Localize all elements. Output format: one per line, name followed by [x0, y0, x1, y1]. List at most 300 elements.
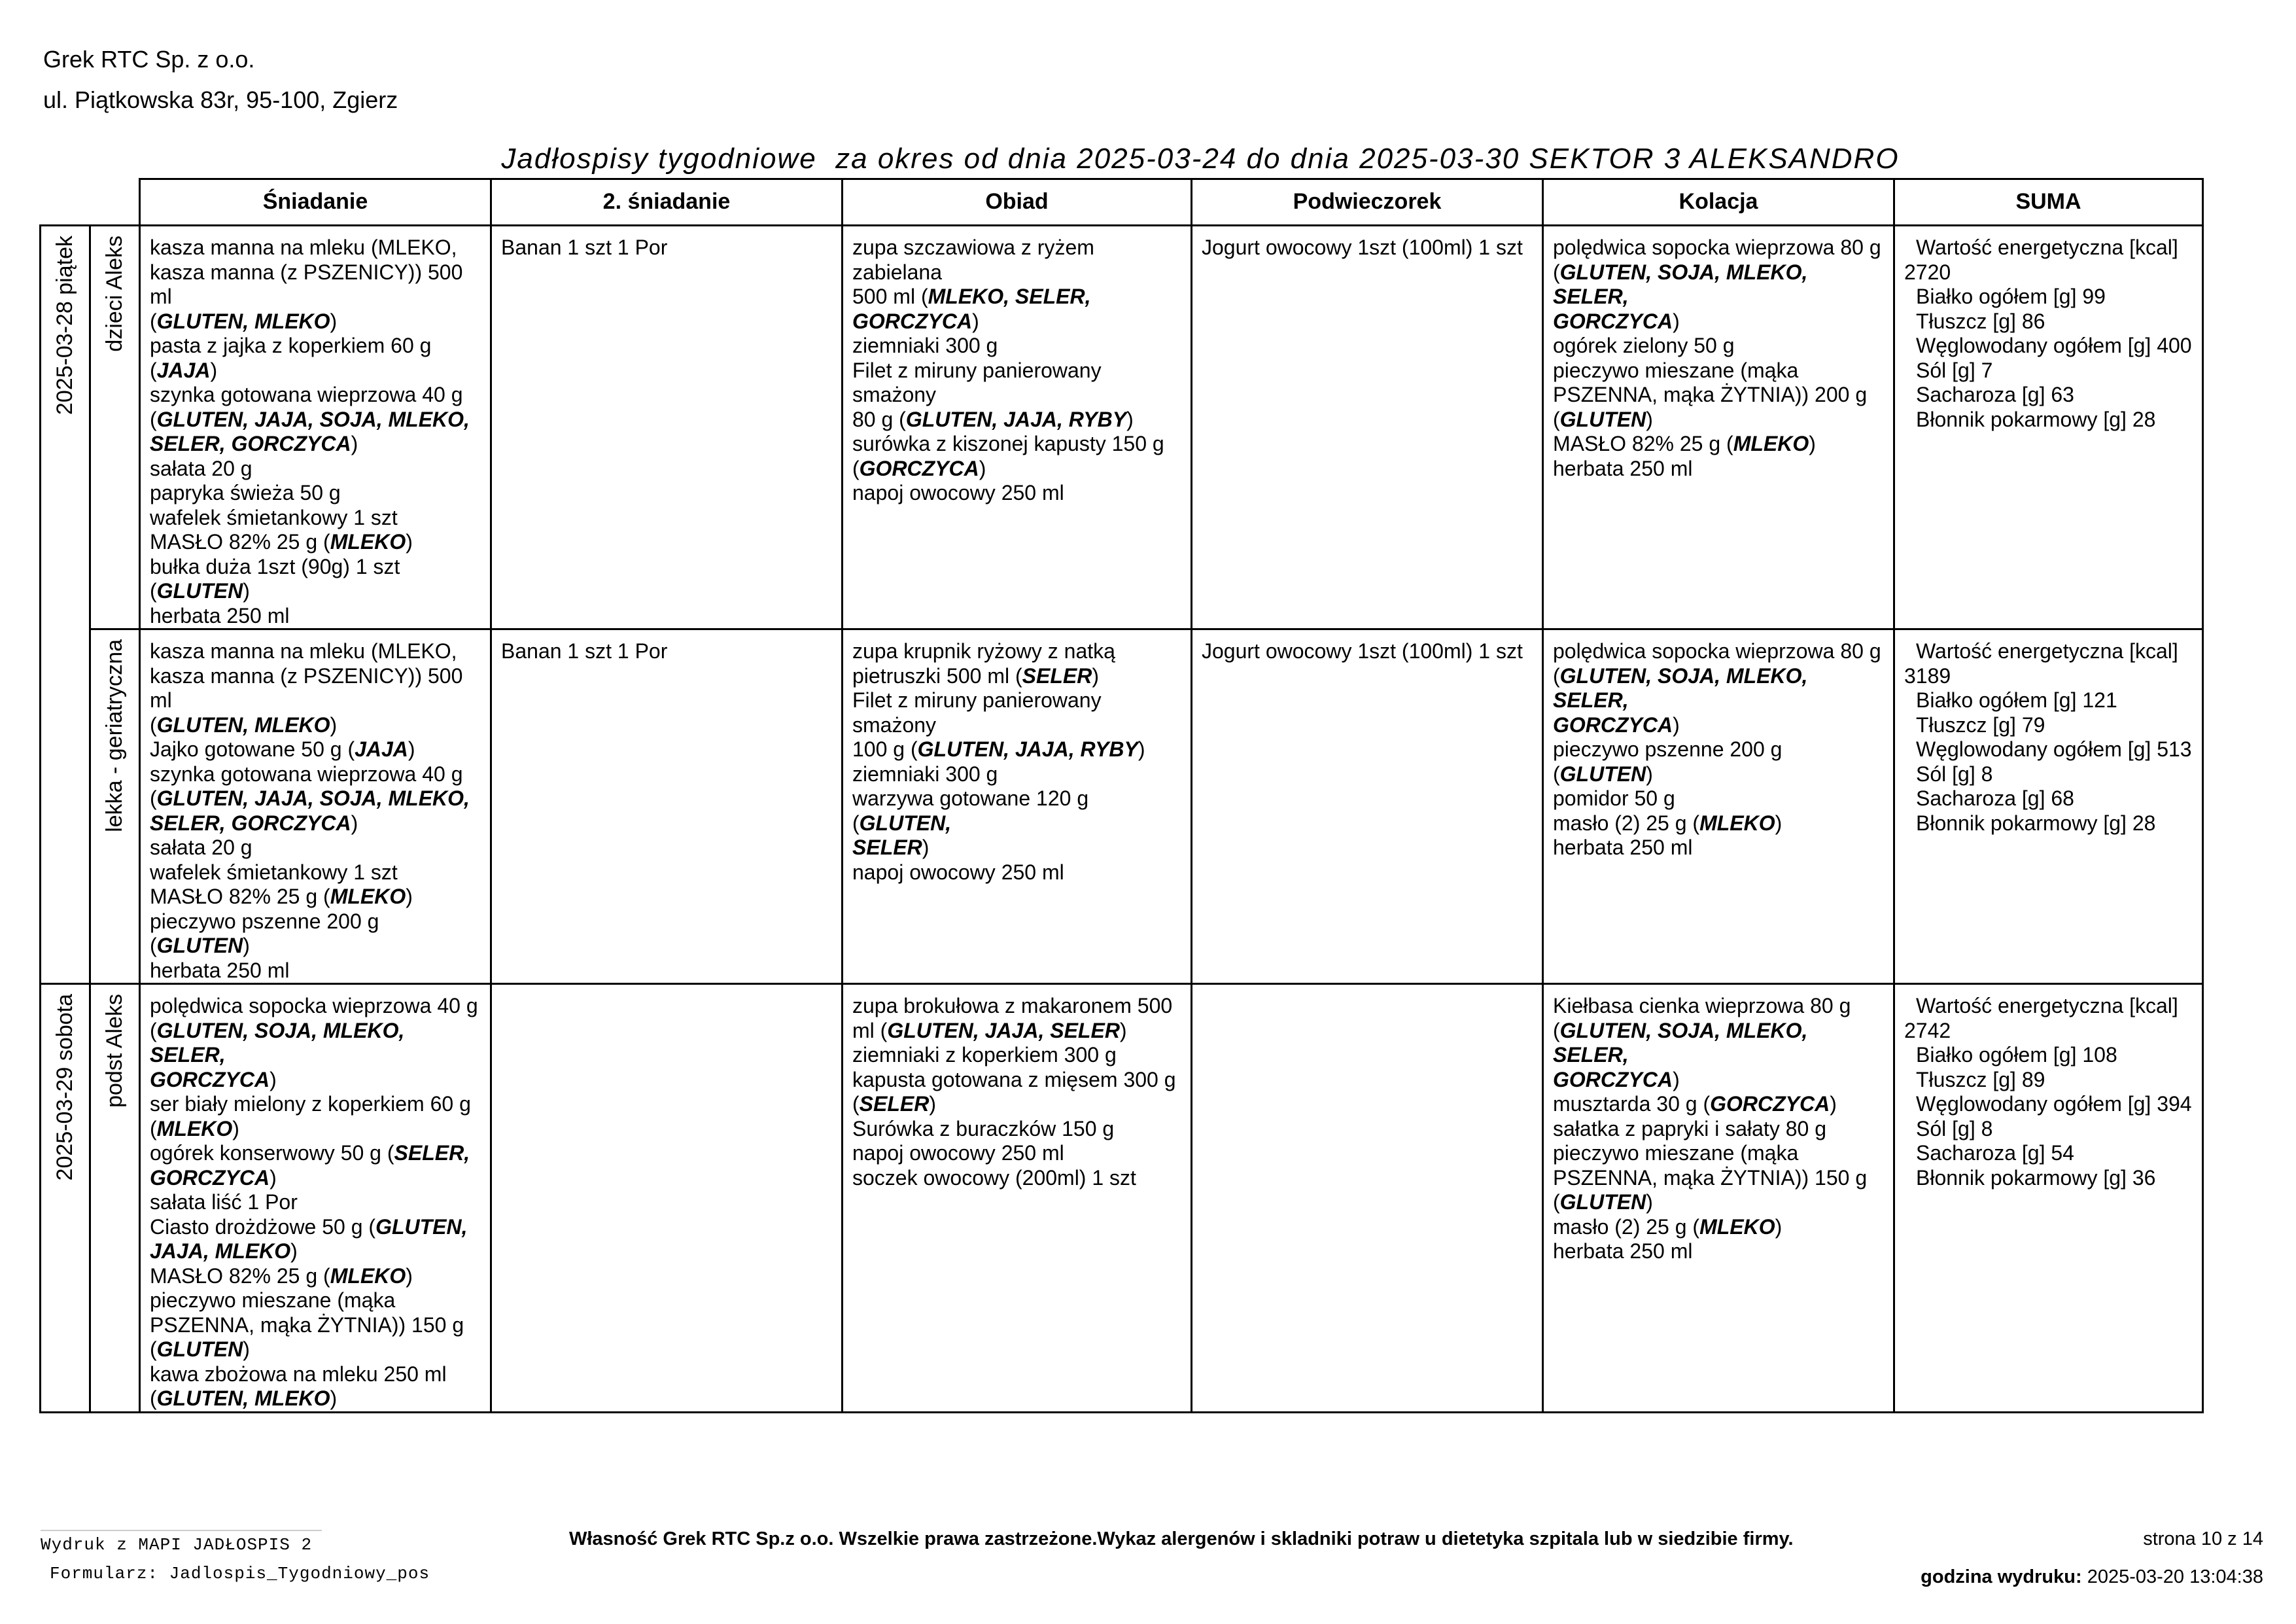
item-text: herbata 250 ml — [150, 958, 290, 982]
item-text: ) — [1809, 432, 1816, 455]
item-text: ( — [852, 1092, 860, 1116]
item-text: papryka świeża 50 g — [150, 481, 341, 504]
meal-sniadanie — [140, 226, 491, 629]
menu-item-line — [852, 786, 1181, 836]
page-title: Jadłospisy tygodniowe za okres od dnia 2025-03-24 do dnia 2025-03-30 SEKTOR 3 ALEKSANDRO — [501, 143, 1900, 175]
item-text: wafelek śmietankowy 1 szt — [150, 505, 398, 529]
menu-item-line — [150, 555, 481, 580]
menu-item-line — [1202, 639, 1533, 664]
item-text: polędwica sopocka wieprzowa 40 g — [150, 994, 478, 1017]
item-text: ) — [1119, 1018, 1127, 1042]
item-text: ) — [972, 309, 979, 333]
item-text: ( — [150, 1337, 157, 1361]
menu-item-line — [150, 1166, 481, 1191]
menu-item-line — [150, 236, 481, 260]
item-text: MASŁO 82% 25 g ( — [150, 885, 330, 908]
allergen-text: GLUTEN, JAJA, RYBY — [917, 737, 1138, 761]
allergen-text: GORCZYCA — [1553, 309, 1673, 333]
diet-label: lekka - geriatryczna — [101, 639, 127, 832]
menu-item-line — [852, 994, 1181, 1019]
item-text: sałatka z papryki i sałaty 80 g — [1553, 1116, 1826, 1140]
menu-item-line — [150, 579, 481, 604]
item-text: ) — [290, 1239, 298, 1263]
menu-item-line — [1553, 1215, 1884, 1240]
item-text: MASŁO 82% 25 g ( — [1553, 432, 1733, 455]
menu-item-line — [150, 1362, 481, 1387]
nutrient-line: Błonnik pokarmowy [g] 28 — [1916, 407, 2156, 431]
allergen-text: SELER — [852, 836, 922, 859]
menu-item-line — [150, 1239, 481, 1264]
allergen-text: MLEKO — [330, 885, 406, 908]
allergen-text: MLEKO, SELER, — [928, 285, 1091, 308]
allergen-text: GORCZYCA — [859, 456, 979, 480]
item-text: ) — [929, 1092, 936, 1116]
menu-table — [39, 178, 2204, 1413]
menu-item-line — [852, 1043, 1181, 1068]
item-text: zupa brokułowa z makaronem 500 — [852, 994, 1173, 1017]
allergen-text: GLUTEN — [156, 1337, 243, 1361]
meal-sniadanie — [140, 984, 491, 1413]
item-text: kawa zbożowa na mleku 250 ml — [150, 1362, 447, 1386]
item-text: ) — [1138, 737, 1145, 761]
menu-item-line — [501, 639, 832, 664]
menu-item-line — [150, 786, 481, 811]
column-header: Kolacja — [1543, 179, 1894, 226]
item-text: ( — [852, 456, 860, 480]
menu-item-line — [852, 1141, 1181, 1166]
allergen-text: GLUTEN, — [375, 1214, 468, 1239]
column-header: Obiad — [843, 179, 1192, 226]
item-text: surówka z kiszonej kapusty 150 g — [852, 432, 1164, 455]
allergen-text: GLUTEN, JAJA, SELER — [887, 1018, 1120, 1042]
item-text: ) — [979, 456, 986, 480]
allergen-text: GORCZYCA — [150, 1067, 270, 1091]
day-label: 2025-03-28 piątek — [52, 236, 77, 415]
item-text: pietruszki 500 ml ( — [852, 663, 1022, 688]
item-text: kasza manna na mleku (MLEKO, — [150, 236, 457, 259]
nutrient-line: Błonnik pokarmowy [g] 28 — [1916, 811, 2156, 835]
allergen-text: MLEKO — [156, 1116, 233, 1140]
energy-value: 2742 — [1904, 1018, 1951, 1042]
item-text: ) — [1775, 1214, 1783, 1239]
meal-podwieczorek — [1192, 226, 1543, 629]
item-text: ( — [1553, 1018, 1560, 1042]
item-text: 100 g ( — [852, 737, 918, 761]
print-time — [1921, 1566, 2263, 1588]
item-text: warzywa gotowane 120 g ( — [852, 786, 1089, 835]
nutrient-line: Tłuszcz [g] 79 — [1916, 713, 2045, 737]
item-text: ) — [1830, 1092, 1837, 1116]
menu-item-line — [150, 1337, 481, 1362]
print-source: Wydruk z MAPI JADŁOSPIS 2 — [41, 1530, 322, 1555]
item-text: ziemniaki 300 g — [852, 762, 998, 786]
item-text: musztarda 30 g ( — [1553, 1092, 1711, 1116]
allergen-text: GLUTEN, SOJA, MLEKO, SELER, — [1553, 1018, 1808, 1067]
blank-corner — [41, 179, 90, 226]
allergen-text: GLUTEN — [1559, 1190, 1646, 1214]
menu-item-line — [852, 236, 1181, 285]
item-text: ( — [150, 309, 157, 333]
item-text: ) — [922, 836, 930, 859]
menu-item-line — [150, 1141, 481, 1166]
item-text: pieczywo pszenne 200 g ( — [1553, 737, 1783, 786]
menu-item-line — [1553, 359, 1884, 383]
menu-item-line — [1553, 334, 1884, 359]
allergen-text: GORCZYCA — [1553, 713, 1673, 737]
item-text: PSZENNA, mąka ŻYTNIA)) 200 g — [1553, 383, 1868, 406]
menu-item-line — [1553, 1019, 1884, 1068]
item-text: ziemniaki z koperkiem 300 g — [852, 1043, 1117, 1067]
menu-item-line — [1553, 1068, 1884, 1093]
nutrient-line: Sacharoza [g] 63 — [1916, 383, 2074, 406]
menu-item-line — [852, 408, 1181, 432]
nutrient-line: Węglowodany ogółem [g] 394 — [1916, 1092, 2192, 1116]
allergen-text: MLEKO — [1733, 432, 1809, 455]
column-header: SUMA — [1894, 179, 2203, 226]
item-text: Jajko gotowane 50 g ( — [150, 737, 355, 761]
menu-item-line — [1553, 1166, 1884, 1191]
day-label: 2025-03-29 sobota — [52, 994, 77, 1181]
item-text: zupa krupnik ryżowy z natką — [852, 639, 1115, 663]
item-text: ) — [1646, 762, 1653, 786]
menu-item-line — [150, 309, 481, 334]
item-text: masło (2) 25 g ( — [1553, 811, 1700, 835]
allergen-text: JAJA — [355, 737, 408, 761]
item-text: ) — [270, 1067, 277, 1091]
item-text: ) — [243, 934, 250, 957]
nutrition-summary — [1894, 629, 2203, 984]
menu-item-line — [150, 959, 481, 983]
item-text: ml ( — [852, 1018, 888, 1042]
item-text: pieczywo mieszane (mąka — [1553, 358, 1799, 382]
item-text: PSZENNA, mąka ŻYTNIA)) 150 g — [1553, 1165, 1868, 1190]
allergen-text: GLUTEN, SOJA, MLEKO, SELER, — [150, 1018, 405, 1067]
menu-item-line — [150, 604, 481, 629]
allergen-text: SELER — [1022, 663, 1092, 688]
menu-item-line — [150, 506, 481, 531]
menu-item-line — [1553, 457, 1884, 482]
menu-item-line — [1553, 1117, 1884, 1142]
allergen-text: GLUTEN, SOJA, MLEKO, SELER, — [1553, 663, 1808, 712]
menu-item-line — [852, 309, 1181, 334]
menu-item-line — [150, 1215, 481, 1240]
item-text: MASŁO 82% 25 g ( — [150, 1263, 330, 1288]
item-text: Filet z miruny panierowany smażony — [852, 688, 1102, 737]
item-text: ( — [150, 713, 157, 737]
energy-label: Wartość energetyczna [kcal] — [1916, 639, 2178, 663]
nutrient-line: Sól [g] 7 — [1916, 358, 1993, 382]
nutrition-summary — [1894, 226, 2203, 629]
item-text: sałata liść 1 Por — [150, 1190, 298, 1214]
menu-item-line — [852, 1068, 1181, 1093]
allergen-text: GLUTEN, JAJA, SOJA, MLEKO, — [156, 786, 470, 810]
item-text: ) — [1673, 713, 1680, 737]
menu-item-line — [1553, 1092, 1884, 1117]
menu-item-line — [150, 713, 481, 738]
item-text: sałata 20 g — [150, 836, 252, 859]
item-text: sałata 20 g — [150, 456, 252, 480]
item-text: bułka duża 1szt (90g) 1 szt — [150, 554, 400, 578]
item-text: ) — [232, 1116, 239, 1140]
item-text: ) — [1673, 1067, 1680, 1091]
allergen-text: GLUTEN — [1559, 407, 1646, 431]
meal-podwieczorek — [1192, 984, 1543, 1413]
page-number: strona 10 z 14 — [2143, 1528, 2263, 1549]
menu-item-line — [150, 885, 481, 909]
item-text: szynka gotowana wieprzowa 40 g — [150, 762, 463, 786]
menu-item-line — [1553, 236, 1884, 260]
nutrient-line: Sacharoza [g] 68 — [1916, 786, 2074, 810]
menu-item-line — [852, 1092, 1181, 1117]
item-text: wafelek śmietankowy 1 szt — [150, 860, 398, 884]
item-text: Banan 1 szt 1 Por — [501, 639, 668, 663]
allergen-text: GLUTEN, — [859, 811, 952, 835]
item-text: ( — [150, 1018, 157, 1042]
menu-item-line — [150, 359, 481, 383]
menu-item-line — [852, 432, 1181, 457]
item-text: ( — [150, 786, 157, 810]
menu-item-line — [150, 664, 481, 713]
print-time-value: 2025-03-20 13:04:38 — [2087, 1566, 2263, 1587]
menu-item-line — [1553, 1190, 1884, 1215]
diet-cell — [90, 226, 140, 629]
item-text: Surówka z buraczków 150 g — [852, 1116, 1115, 1140]
meal-obiad — [843, 984, 1192, 1413]
menu-item-line — [150, 762, 481, 787]
menu-item-line — [1553, 811, 1884, 836]
nutrient-line: Sacharoza [g] 54 — [1916, 1141, 2074, 1165]
meal-kolacja — [1543, 984, 1894, 1413]
item-text: kasza manna (z PSZENICY)) 500 ml — [150, 663, 463, 712]
menu-item-line — [852, 1117, 1181, 1142]
allergen-text: GLUTEN, MLEKO — [156, 309, 330, 333]
ownership-note: Własność Grek RTC Sp.z o.o. Wszelkie prawa zastrzeżone.Wykaz alergenów i skladniki potraw u dietetyka szpitala lub w siedzibie firmy. — [569, 1528, 1794, 1549]
item-text: kasza manna (z PSZENICY)) 500 ml — [150, 260, 463, 308]
item-text: ) — [243, 1337, 250, 1361]
nutrition-summary — [1894, 984, 2203, 1413]
item-text: pasta z jajka z koperkiem 60 g — [150, 334, 432, 357]
menu-item-line — [1553, 664, 1884, 713]
item-text: ( — [150, 407, 157, 431]
menu-item-line — [1553, 383, 1884, 408]
menu-item-line — [852, 1166, 1181, 1191]
nutrient-line: Białko ogółem [g] 121 — [1916, 688, 2117, 712]
menu-item-line — [150, 1386, 481, 1411]
item-text: ) — [406, 530, 413, 554]
menu-item-line — [150, 1288, 481, 1313]
diet-cell — [90, 984, 140, 1413]
menu-item-line — [1553, 1141, 1884, 1166]
nutrient-line: Tłuszcz [g] 89 — [1916, 1067, 2045, 1091]
item-text: pieczywo pszenne 200 g ( — [150, 909, 379, 957]
item-text: ogórek konserwowy 50 g ( — [150, 1141, 394, 1165]
item-text: ) — [1092, 663, 1099, 688]
meal-sniadanie2 — [491, 984, 843, 1413]
menu-item-line — [150, 1190, 481, 1215]
menu-item-line — [150, 408, 481, 432]
print-time-label: godzina wydruku: — [1921, 1566, 2082, 1587]
item-text: herbata 250 ml — [150, 603, 290, 627]
menu-item-line — [150, 1068, 481, 1093]
meal-kolacja — [1543, 629, 1894, 984]
allergen-text: GORCZYCA — [150, 1165, 270, 1190]
item-text: 80 g ( — [852, 407, 906, 431]
item-text: ogórek zielony 50 g — [1553, 334, 1735, 357]
menu-item-line — [150, 811, 481, 836]
item-text: zupa szczawiowa z ryżem zabielana — [852, 236, 1094, 284]
allergen-text: GORCZYCA — [852, 309, 973, 333]
menu-item-line — [501, 236, 832, 260]
menu-item-line — [852, 334, 1181, 359]
allergen-text: SELER, GORCZYCA — [150, 811, 351, 835]
menu-item-line — [852, 359, 1181, 408]
nutrient-line: Węglowodany ogółem [g] 513 — [1916, 737, 2192, 761]
menu-item-line — [852, 457, 1181, 482]
item-text: ) — [330, 1386, 338, 1410]
item-text: ) — [243, 579, 250, 603]
menu-item-line — [852, 688, 1181, 737]
menu-item-line — [1553, 639, 1884, 664]
allergen-text: MLEKO — [330, 530, 406, 554]
allergen-text: MLEKO — [1699, 811, 1775, 835]
allergen-text: GLUTEN — [156, 579, 243, 603]
allergen-text: MLEKO — [330, 1263, 406, 1288]
menu-item-line — [150, 260, 481, 309]
diet-label: podst Aleks — [101, 994, 127, 1108]
menu-item-line — [852, 1019, 1181, 1044]
item-text: napoj owocowy 250 ml — [852, 481, 1064, 504]
menu-item-line — [150, 383, 481, 408]
menu-item-line — [852, 639, 1181, 664]
allergen-text: GLUTEN, JAJA, SOJA, MLEKO, — [156, 407, 470, 431]
menu-item-line — [852, 737, 1181, 762]
menu-item-line — [1553, 1239, 1884, 1264]
meal-sniadanie2 — [491, 226, 843, 629]
nutrient-line: Białko ogółem [g] 99 — [1916, 285, 2106, 308]
diet-label: dzieci Aleks — [101, 236, 127, 352]
menu-item-line — [150, 909, 481, 959]
item-text: ) — [1126, 407, 1134, 431]
menu-item-line — [150, 1264, 481, 1289]
company-name: Grek RTC Sp. z o.o. — [43, 46, 255, 73]
item-text: napoj owocowy 250 ml — [852, 860, 1064, 884]
item-text: ) — [408, 737, 415, 761]
item-text: ziemniaki 300 g — [852, 334, 998, 357]
item-text: ser biały mielony z koperkiem 60 g — [150, 1092, 471, 1116]
item-text: ) — [210, 358, 218, 382]
menu-item-line — [1553, 786, 1884, 811]
allergen-text: GLUTEN — [1559, 762, 1646, 786]
allergen-text: GLUTEN, SOJA, MLEKO, SELER, — [1553, 260, 1808, 308]
item-text: ( — [150, 579, 157, 603]
allergen-text: MLEKO — [1699, 1214, 1775, 1239]
allergen-text: GORCZYCA — [1553, 1067, 1673, 1091]
company-address: ul. Piątkowska 83r, 95-100, Zgierz — [43, 86, 398, 113]
meal-obiad — [843, 226, 1192, 629]
menu-item-line — [852, 481, 1181, 506]
item-text: Ciasto drożdżowe 50 g ( — [150, 1214, 376, 1239]
blank-corner — [90, 179, 140, 226]
date-cell — [41, 984, 90, 1413]
menu-item-line — [150, 860, 481, 885]
menu-item-line — [1553, 309, 1884, 334]
item-text: ( — [1553, 260, 1560, 284]
meal-kolacja — [1543, 226, 1894, 629]
item-text: ) — [1775, 811, 1783, 835]
nutrient-line: Sól [g] 8 — [1916, 1116, 1993, 1140]
allergen-text: JAJA — [156, 358, 211, 382]
item-text: herbata 250 ml — [1553, 836, 1693, 859]
item-text: PSZENNA, mąka ŻYTNIA)) 150 g — [150, 1313, 464, 1337]
header-row — [41, 179, 2203, 226]
item-text: pieczywo mieszane (mąka — [150, 1288, 396, 1312]
form-name: Formularz: Jadlospis_Tygodniowy_pos — [50, 1564, 430, 1583]
meal-sniadanie2 — [491, 629, 843, 984]
item-text: pieczywo mieszane (mąka — [1553, 1141, 1799, 1165]
item-text: MASŁO 82% 25 g ( — [150, 530, 330, 554]
item-text: ) — [406, 1263, 413, 1288]
energy-value: 3189 — [1904, 663, 1951, 688]
item-text: polędwica sopocka wieprzowa 80 g — [1553, 236, 1881, 259]
item-text: ) — [330, 309, 338, 333]
allergen-text: GLUTEN, JAJA, RYBY — [905, 407, 1127, 431]
menu-item-line — [852, 860, 1181, 885]
menu-item-line — [1553, 713, 1884, 738]
item-text: ) — [1646, 407, 1653, 431]
diet-cell — [90, 629, 140, 984]
menu-item-line — [150, 639, 481, 664]
menu-item-line — [1553, 836, 1884, 860]
item-text: ) — [351, 432, 358, 455]
item-text: soczek owocowy (200ml) 1 szt — [852, 1165, 1136, 1190]
allergen-text: GORCZYCA — [1710, 1092, 1830, 1116]
item-text: ( — [150, 358, 157, 382]
energy-label: Wartość energetyczna [kcal] — [1916, 236, 2178, 259]
item-text: herbata 250 ml — [1553, 1239, 1693, 1263]
menu-item-line — [852, 285, 1181, 309]
item-text: ( — [150, 1386, 157, 1410]
energy-label: Wartość energetyczna [kcal] — [1916, 994, 2178, 1017]
meal-sniadanie — [140, 629, 491, 984]
menu-item-line — [150, 737, 481, 762]
item-text: ( — [1553, 663, 1560, 688]
item-text: ( — [150, 1116, 157, 1140]
table-row — [41, 629, 2203, 984]
nutrient-line: Białko ogółem [g] 108 — [1916, 1043, 2117, 1067]
item-text: ) — [1673, 309, 1680, 333]
allergen-text: SELER, — [394, 1141, 470, 1165]
menu-item-line — [150, 994, 481, 1019]
item-text: napoj owocowy 250 ml — [852, 1141, 1064, 1165]
menu-item-line — [1553, 408, 1884, 432]
item-text: Jogurt owocowy 1szt (100ml) 1 szt — [1202, 639, 1523, 663]
menu-item-line — [150, 1092, 481, 1117]
menu-item-line — [150, 334, 481, 359]
item-text: Kiełbasa cienka wieprzowa 80 g — [1553, 994, 1851, 1017]
menu-item-line — [1553, 260, 1884, 309]
allergen-text: GLUTEN, MLEKO — [156, 713, 330, 737]
item-text: Jogurt owocowy 1szt (100ml) 1 szt — [1202, 236, 1523, 259]
menu-item-line — [852, 836, 1181, 860]
menu-item-line — [150, 1313, 481, 1338]
item-text: ( — [1553, 407, 1560, 431]
menu-item-line — [150, 1019, 481, 1068]
item-text: ( — [1553, 1190, 1560, 1214]
nutrient-line: Tłuszcz [g] 86 — [1916, 309, 2045, 333]
table-row — [41, 984, 2203, 1413]
item-text: ) — [351, 811, 358, 835]
energy-value: 2720 — [1904, 260, 1951, 284]
